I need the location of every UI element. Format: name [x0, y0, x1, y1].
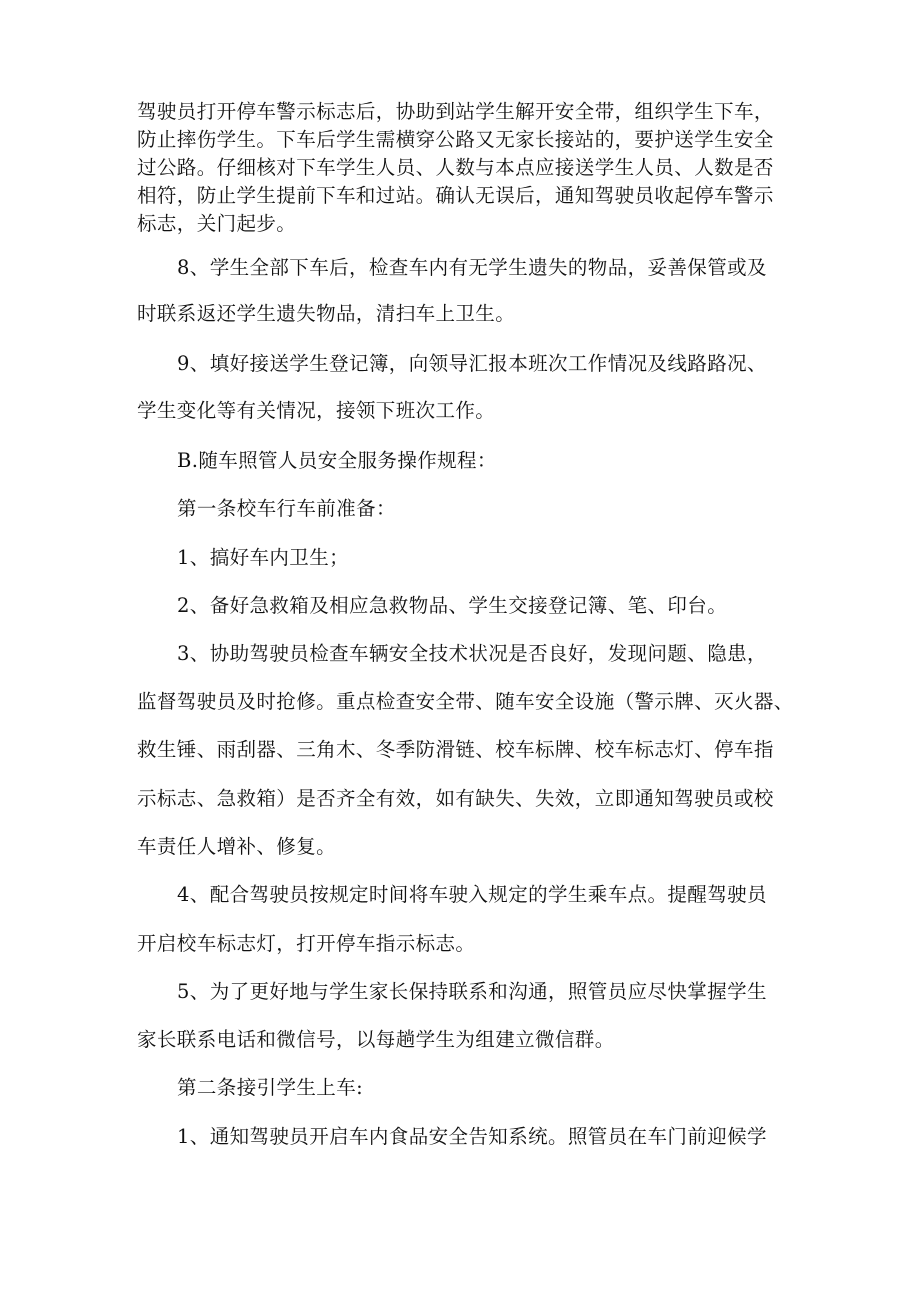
text-line: 救生锤、雨刮器、三角木、冬季防滑链、校车标牌、校车标志灯、停车指	[137, 738, 774, 761]
text-line: 开启校车标志灯，打开停车指示标志。	[137, 932, 476, 955]
text-line: 监督驾驶员及时抢修。重点检查安全带、随车安全设施（警示牌、灭火器、	[137, 690, 794, 713]
text-line: 9、填好接送学生登记簿，向领导汇报本班次工作情况及线路路况、	[177, 352, 767, 375]
text-line: 学生变化等有关情况，接领下班次工作。	[137, 399, 496, 422]
article-heading: 第一条校车行车前准备：	[177, 497, 396, 520]
text-line: 车责任人增补、修复。	[137, 835, 337, 858]
text-line: 驾驶员打开停车警示标志后，协助到站学生解开安全带，组织学生下车，	[137, 100, 774, 123]
article-heading: 第二条接引学生上车:	[177, 1076, 364, 1099]
text-line: 相符，防止学生提前下车和过站。确认无误后，通知驾驶员收起停车警示	[137, 184, 774, 207]
text-line: 时联系返还学生遗失物品，清扫车上卫生。	[137, 302, 516, 325]
text-line: 1、通知驾驶员开启车内食品安全告知系统。照管员在车门前迎候学	[177, 1125, 767, 1148]
text-line: 4、配合驾驶员按规定时间将车驶入规定的学生乘车点。提醒驾驶员	[177, 883, 767, 906]
text-line: 标志，关门起步。	[137, 212, 297, 235]
text-line: 过公路。仔细核对下车学生人员、人数与本点应接送学生人员、人数是否	[137, 156, 774, 179]
text-line: 1、搞好车内卫生；	[177, 546, 350, 569]
text-line: 防止摔伤学生。下车后学生需横穿公路又无家长接站的，要护送学生安全	[137, 128, 774, 151]
text-line: 8、学生全部下车后，检查车内有无学生遗失的物品，妥善保管或及	[177, 256, 767, 279]
text-line: 家长联系电话和微信号，以每趟学生为组建立微信群。	[137, 1028, 615, 1051]
text-line: 3、协助驾驶员检查车辆安全技术状况是否良好，发现问题、隐患，	[177, 642, 767, 665]
text-line: 示标志、急救箱）是否齐全有效，如有缺失、失效，立即通知驾驶员或校	[137, 787, 774, 810]
section-heading: B.随车照管人员安全服务操作规程：	[177, 449, 497, 472]
text-line: 2、备好急救箱及相应急救物品、学生交接登记簿、笔、印台。	[177, 594, 728, 617]
text-line: 5、为了更好地与学生家长保持联系和沟通，照管员应尽快掌握学生	[177, 980, 767, 1003]
